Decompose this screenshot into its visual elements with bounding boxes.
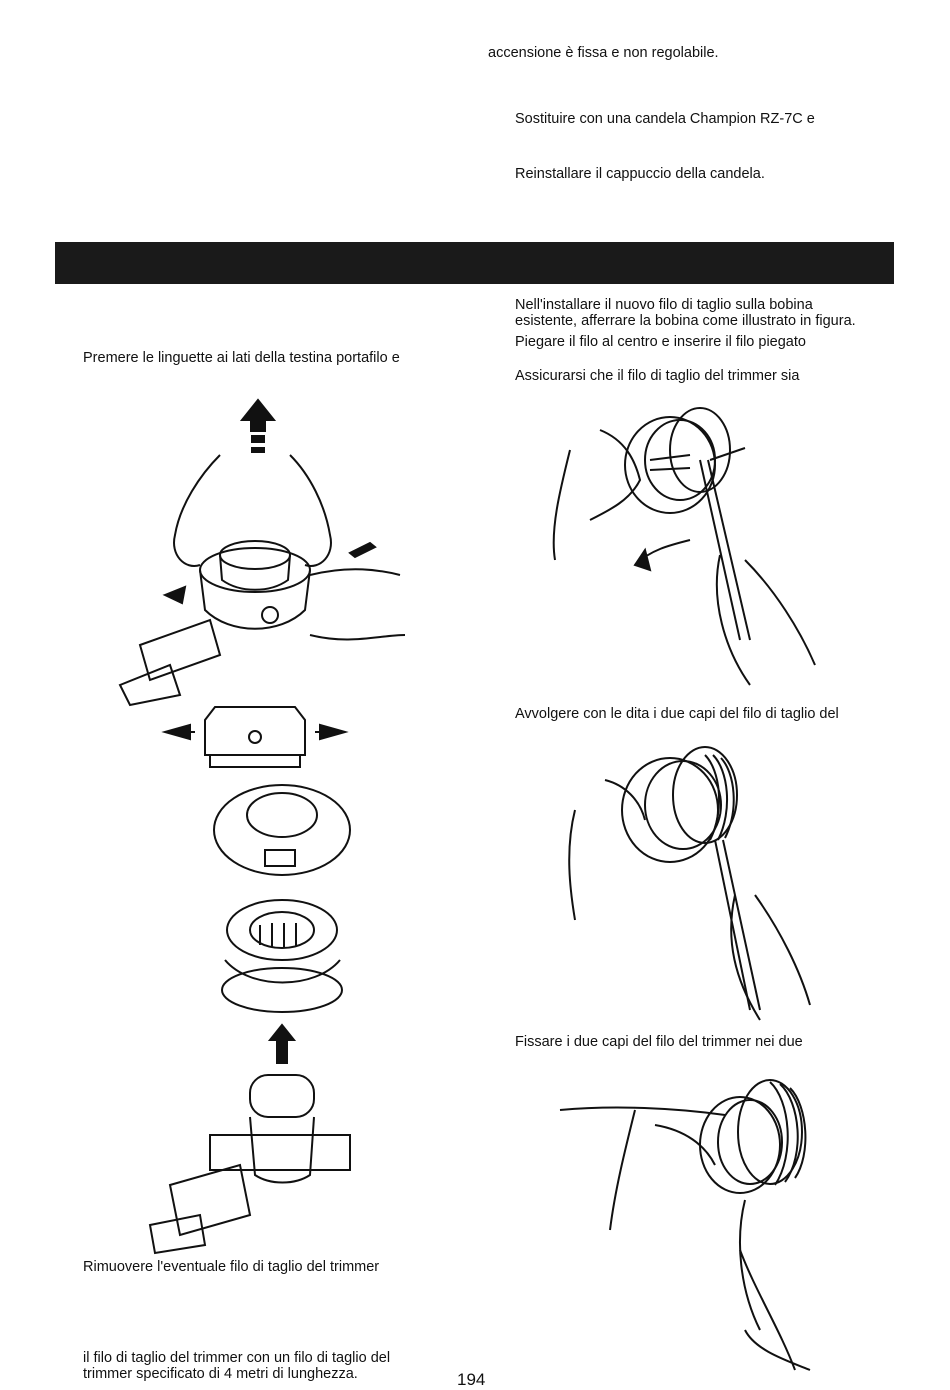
text-press-tabs: Premere le linguette ai lati della testina portafilo e (83, 350, 400, 366)
spool-winding-illustration (565, 740, 815, 1025)
text-replace-spark-plug: Sostituire con una candela Champion RZ-7C e (515, 111, 815, 127)
section-header-bar (55, 242, 894, 284)
text-fix-ends: Fissare i due capi del filo del trimmer nei due (515, 1034, 803, 1050)
text-ensure-line: Assicurarsi che il filo di taglio del trimmer sia (515, 368, 800, 384)
trimmer-head-exploded-illustration (110, 395, 410, 1255)
spool-fix-ends-illustration (555, 1070, 815, 1375)
text-ignition-fixed: accensione è fissa e non regolabile. (488, 45, 719, 61)
page-number: 194 (457, 1370, 486, 1389)
text-wind-line: Avvolgere con le dita i due capi del filo di taglio del (515, 706, 839, 722)
text-replace-line-1: il filo di taglio del trimmer con un filo di taglio del (83, 1350, 391, 1366)
text-install-line-1: Nell'installare il nuovo filo di taglio sulla bobina (515, 297, 813, 313)
text-fold-line: Piegare il filo al centro e inserire il filo piegato (515, 334, 806, 350)
text-replace-line-2: trimmer specificato di 4 metri di lunghezza. (83, 1366, 358, 1382)
spool-insert-line-illustration (550, 400, 820, 700)
text-install-line-2: esistente, afferrare la bobina come illustrato in figura. (515, 313, 856, 329)
text-reinstall-cap: Reinstallare il cappuccio della candela. (515, 166, 765, 182)
text-remove-line: Rimuovere l'eventuale filo di taglio del trimmer (83, 1259, 380, 1275)
